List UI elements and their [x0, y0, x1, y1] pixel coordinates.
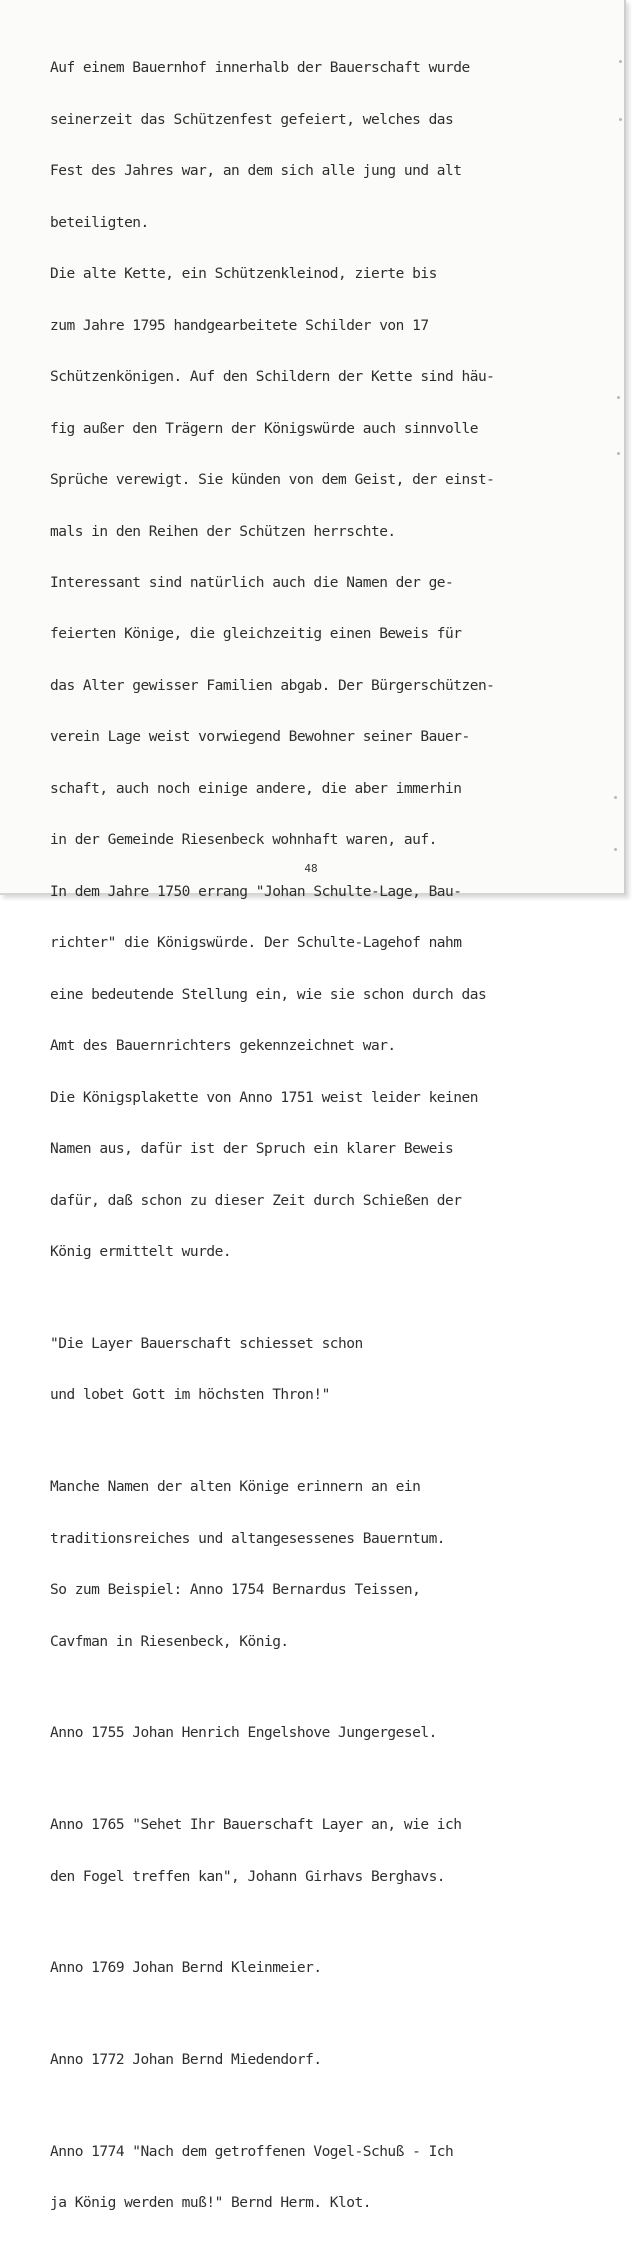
text-line: beteiligten.	[50, 214, 149, 231]
paragraph-anno-1774	[50, 2110, 610, 2247]
body-text	[50, 26, 610, 2247]
paragraph-history	[50, 26, 610, 1296]
paragraph-anno-1765	[50, 1783, 610, 1920]
text-line: Interessant sind natürlich auch die Namen der ge-	[50, 575, 454, 591]
scan-speck	[617, 452, 620, 455]
text-line: Anno 1774 "Nach dem getroffenen Vogel-Schuß - Ich	[50, 2143, 454, 2160]
text-line: So zum Beispiel: Anno 1754 Bernardus Teissen,	[50, 1582, 421, 1599]
text-line: eine bedeutende Stellung ein, wie sie schon durch das	[50, 986, 487, 1003]
paragraph-kings-intro	[50, 1445, 610, 1685]
text-line: schaft, auch noch einige andere, die aber immerhin	[50, 780, 462, 797]
text-line: seinerzeit das Schützenfest gefeiert, welches das	[50, 111, 454, 128]
text-line: Auf einem Bauernhof innerhalb der Bauerschaft wurde	[50, 60, 470, 77]
text-line: fig außer den Trägern der Königswürde auch sinnvolle	[50, 420, 478, 437]
paragraph-anno-1769	[50, 1926, 610, 2012]
text-line: Sprüche verewigt. Sie künden von dem Geist, der einst-	[50, 472, 495, 489]
text-line: Manche Namen der alten Könige erinnern an ein	[50, 1479, 421, 1496]
text-line: feierten Könige, die gleichzeitig einen Beweis für	[50, 626, 462, 643]
text-line: König ermittelt wurde.	[50, 1244, 232, 1261]
text-line: Die Königsplakette von Anno 1751 weist leider keinen	[50, 1089, 478, 1106]
text-line: zum Jahre 1795 handgearbeitete Schilder von 17	[50, 317, 429, 334]
page-number: 48	[304, 862, 318, 875]
text-line: Anno 1765 "Sehet Ihr Bauerschaft Layer an, wie ich	[50, 1817, 462, 1834]
text-line: Anno 1772 Johan Bernd Miedendorf.	[50, 2052, 322, 2069]
paragraph-anno-1772	[50, 2018, 610, 2104]
text-line: In dem Jahre 1750 errang "Johan Schulte-Lage, Bau-	[50, 883, 462, 900]
text-line: dafür, daß schon zu dieser Zeit durch Schießen der	[50, 1192, 462, 1209]
text-line: Anno 1755 Johan Henrich Engelshove Jungergesel.	[50, 1725, 437, 1742]
paragraph-anno-1755	[50, 1691, 610, 1777]
text-line: den Fogel treffen kan", Johann Girhavs Berghavs.	[50, 1868, 446, 1885]
text-line: mals in den Reihen der Schützen herrschte.	[50, 523, 396, 540]
text-line: verein Lage weist vorwiegend Bewohner seiner Bauer-	[50, 729, 470, 746]
text-line: "Die Layer Bauerschaft schiesset schon	[50, 1335, 363, 1352]
text-line: Anno 1769 Johan Bernd Kleinmeier.	[50, 1960, 322, 1977]
scan-speck	[619, 118, 622, 121]
text-line: und lobet Gott im höchsten Thron!"	[50, 1387, 330, 1404]
text-line: richter" die Königswürde. Der Schulte-Lagehof nahm	[50, 935, 462, 952]
text-line: Cavfman in Riesenbeck, König.	[50, 1633, 289, 1650]
text-line: in der Gemeinde Riesenbeck wohnhaft waren, auf.	[50, 832, 437, 849]
scan-speck	[614, 796, 617, 799]
text-line: ja König werden muß!" Bernd Herm. Klot.	[50, 2195, 371, 2212]
text-line: Amt des Bauernrichters gekennzeichnet war.	[50, 1038, 396, 1055]
text-line: Namen aus, dafür ist der Spruch ein klarer Beweis	[50, 1141, 454, 1158]
scan-speck	[617, 396, 620, 399]
scan-speck	[614, 848, 617, 851]
scan-speck	[619, 60, 622, 63]
text-line: Schützenkönigen. Auf den Schildern der Kette sind häu-	[50, 369, 495, 386]
text-line: Fest des Jahres war, an dem sich alle jung und alt	[50, 163, 462, 180]
text-line: das Alter gewisser Familien abgab. Der Bürgerschützen-	[50, 677, 495, 694]
paragraph-motto-quote	[50, 1302, 610, 1439]
text-line: traditionsreiches und altangesessenes Bauerntum.	[50, 1530, 446, 1547]
text-line: Die alte Kette, ein Schützenkleinod, zierte bis	[50, 266, 437, 283]
